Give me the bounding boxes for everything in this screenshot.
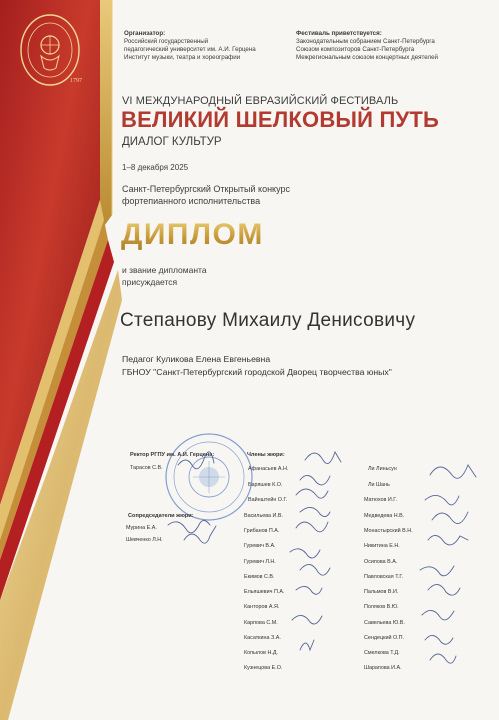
handwritten-signatures <box>0 440 499 680</box>
festival-greeting-heading: Фестиваль приветствуется: <box>296 30 382 37</box>
school-name: ГБНОУ "Санкт-Петербургский городской Дворец творчества юных" <box>122 367 392 377</box>
jury-member: Осипова В.А. <box>364 559 398 565</box>
jury-member: Копылов Н.Д. <box>244 650 279 656</box>
festival-title-line1: VI МЕЖДУНАРОДНЫЙ ЕВРАЗИЙСКИЙ ФЕСТИВАЛЬ <box>122 95 399 107</box>
jury-member: Медведева Н.В. <box>364 513 405 519</box>
award-line2: присуждается <box>122 277 178 287</box>
jury-member: Поляков В.Ю. <box>364 604 399 610</box>
festival-greeting-line: Межрегиональным союзом концертных деятелей <box>296 54 439 61</box>
jury-member: Шарапова И.А. <box>364 665 402 671</box>
jury-member: Никитина Е.Н. <box>364 543 400 549</box>
festival-greeting-line: Законодательным собранием Санкт-Петербурга <box>296 38 435 45</box>
festival-date: 1–8 декабря 2025 <box>122 163 189 172</box>
university-emblem-icon <box>18 12 82 88</box>
organizer-heading: Организатор: <box>124 30 166 37</box>
festival-greeting-line: Союзом композиторов Санкт-Петербурга <box>296 46 415 53</box>
co-chairs-label: Сопредседатели жюри: <box>128 513 194 519</box>
jury-member: Ли Линьсун <box>368 466 397 472</box>
rector-name: Тарасов С.В. <box>130 465 163 471</box>
jury-member: Матюхов И.Г. <box>364 497 398 503</box>
jury-member: Баряшев К.О. <box>248 482 283 488</box>
rector-label: Ректор РГПУ им. А.И. Герцена: <box>130 452 215 458</box>
festival-subtitle: ДИАЛОГ КУЛЬТУР <box>122 136 222 148</box>
jury-member: Ельяшевич П.А. <box>244 589 285 595</box>
jury-member: Гуревич Л.Н. <box>244 559 276 565</box>
jury-member: Канторов А.Я. <box>244 604 280 610</box>
jury-member: Монастырский В.Н. <box>364 528 413 534</box>
jury-member: Сендецкий О.П. <box>364 635 405 641</box>
organizer-line: Российский государственный <box>124 38 209 45</box>
festival-greeting-block <box>296 30 496 62</box>
jury-member: Касаткина З.А. <box>244 635 281 641</box>
jury-member: Васильева И.В. <box>244 513 284 519</box>
festival-title-main: ВЕЛИКИЙ ШЕЛКОВЫЙ ПУТЬ <box>121 107 440 132</box>
jury-member: Павловская Т.Г. <box>364 574 404 580</box>
competition-line2: фортепианного исполнительства <box>122 196 261 206</box>
co-chair-name: Мурина Е.А. <box>126 525 157 531</box>
co-chair-name: Шевченко Л.Н. <box>126 537 163 543</box>
jury-member: Пальмов В.И. <box>364 589 399 595</box>
jury-member: Вайнштейн О.Г. <box>248 497 288 503</box>
jury-member: Екимов С.В. <box>244 574 275 580</box>
jury-member: Савельева Ю.В. <box>364 620 405 626</box>
award-line1: и звание дипломанта <box>122 265 207 275</box>
jury-member: Смелкова Т.Д. <box>364 650 400 656</box>
diploma-heading: ДИПЛОМ <box>121 218 264 251</box>
emblem-year: 1797 <box>70 78 82 84</box>
organizer-block <box>124 30 294 62</box>
jury-member: Афанасьев А.Н. <box>248 466 289 472</box>
recipient-name: Степанову Михаилу Денисовичу <box>120 310 416 331</box>
jury-member: Гуревич В.А. <box>244 543 276 549</box>
jury-member: Кузнецова Е.О. <box>244 665 283 671</box>
jury-member: Грибанов П.А. <box>244 528 280 534</box>
organizer-line: педагогический университет им. А.И. Герцена <box>124 46 256 53</box>
jury-member: Ли Шань <box>368 482 390 488</box>
teacher-name: Педагог Куликова Елена Евгеньевна <box>122 354 271 364</box>
organizer-line: Институт музыки, театра и хореографии <box>124 54 241 61</box>
competition-line1: Санкт-Петербургский Открытый конкурс <box>122 184 290 194</box>
jury-label: Члены жюри: <box>247 452 285 458</box>
jury-member: Карпова С.М. <box>244 620 278 626</box>
